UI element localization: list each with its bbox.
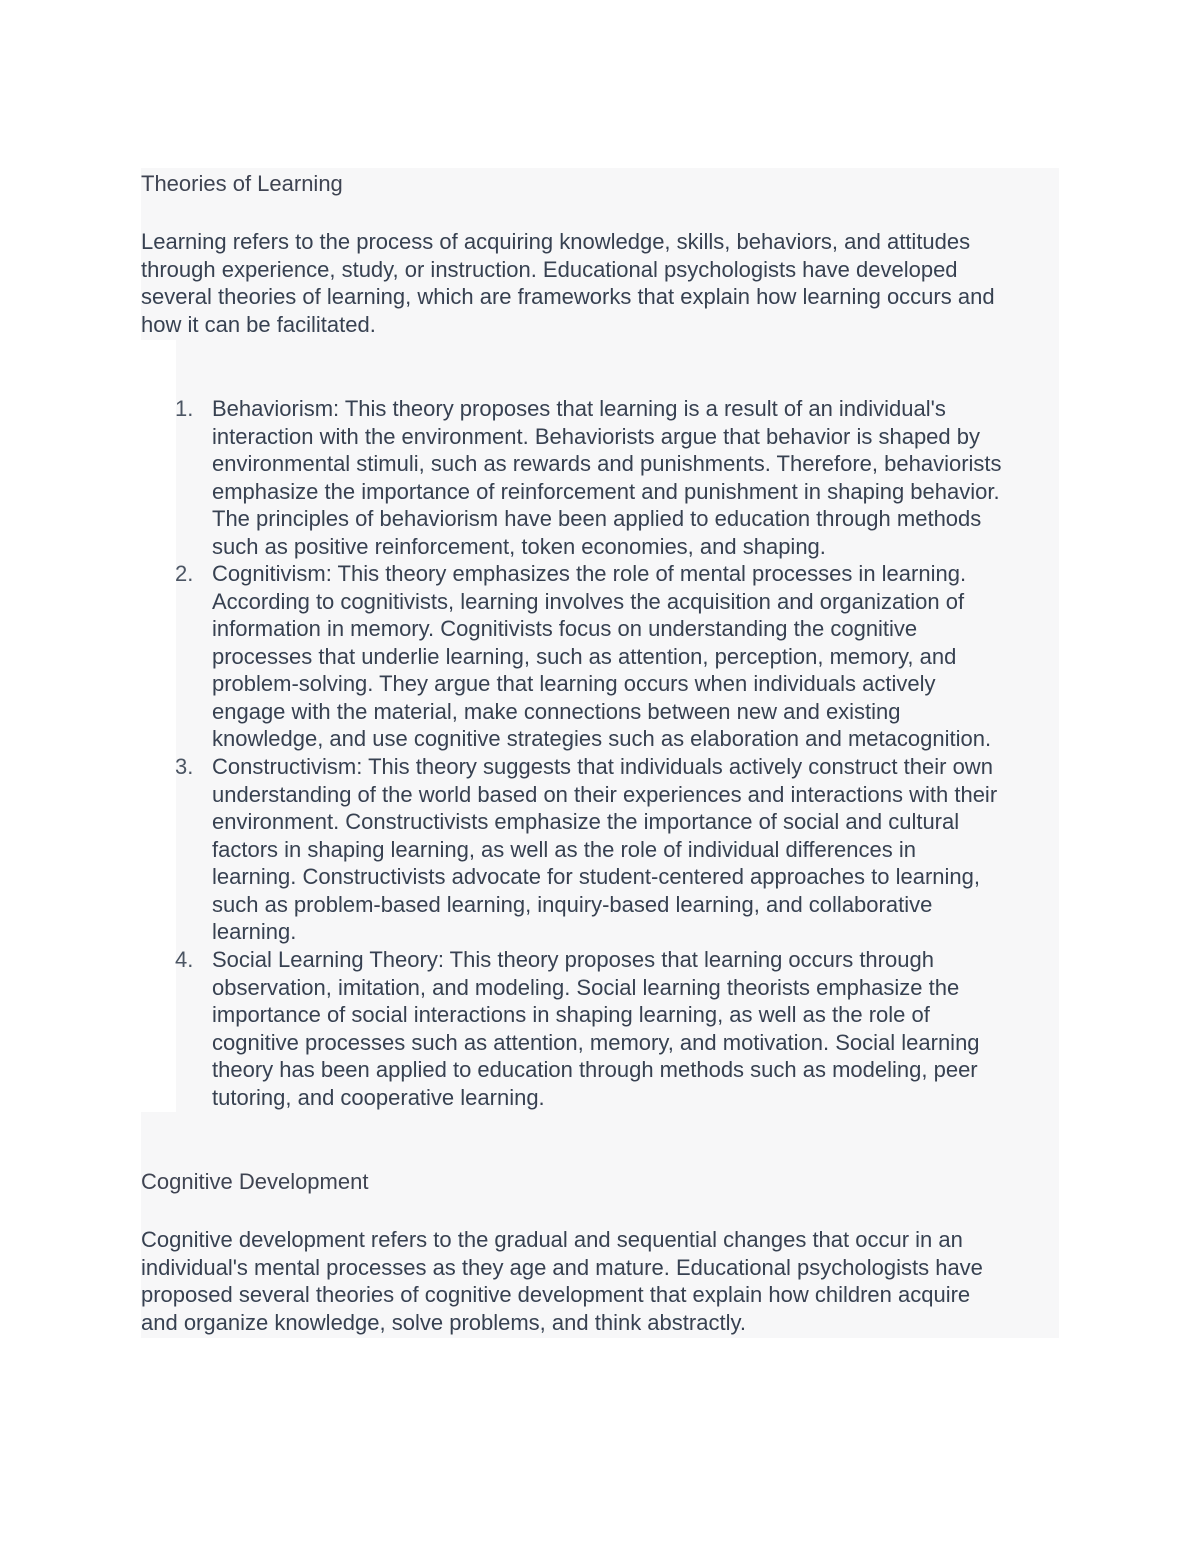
text-line: learning. Constructivists advocate for student-centered approaches to learning, (212, 864, 980, 889)
text-line: engage with the material, make connections between new and existing (212, 698, 901, 724)
text-line: importance of social interactions in shaping learning, as well as the role of (212, 1002, 930, 1027)
text-line: Social Learning Theory: This theory proposes that learning occurs through (212, 947, 934, 972)
text-line: factors in shaping learning, as well as the role of individual differences in (212, 836, 916, 862)
text-line: Cognitive development refers to the gradual and sequential changes that occur in an (141, 1227, 963, 1252)
text-line: information in memory. Cognitivists focus on understanding the cognitive (212, 616, 918, 641)
text-line: environment. Constructivists emphasize the importance of social and cultural (212, 809, 960, 834)
text-line: Learning refers to the process of acquiring knowledge, skills, behaviors, and attitudes (141, 229, 971, 254)
text-line: individual's mental processes as they age and mature. Educational psychologists have (141, 1254, 983, 1280)
text-line: through experience, study, or instruction. Educational psychologists have developed (141, 256, 958, 282)
theories-intro-paragraph (141, 228, 1059, 338)
text-line: and organize knowledge, solve problems, and think abstractly. (141, 1309, 746, 1335)
text-line: interaction with the environment. Behaviorists argue that behavior is shaped by (212, 423, 980, 449)
text-line: learning. (212, 919, 297, 944)
text-line: observation, imitation, and modeling. Social learning theorists emphasize the (212, 974, 960, 1000)
text-line: problem-solving. They argue that learning occurs when individuals actively (212, 671, 936, 696)
list-number: 3. (175, 754, 194, 779)
text-line: understanding of the world based on their experiences and interactions with their (212, 781, 998, 807)
text-line: how it can be facilitated. (141, 311, 376, 337)
text-line: cognitive processes such as attention, memory, and motivation. Social learning (212, 1029, 980, 1055)
list-number: 2. (175, 561, 194, 586)
text-line: Behaviorism: This theory proposes that learning is a result of an individual's (212, 396, 946, 421)
text-line: such as positive reinforcement, token economies, and shaping. (212, 533, 826, 559)
text-line: Constructivism: This theory suggests that individuals actively construct their own (212, 754, 993, 779)
text-line: proposed several theories of cognitive development that explain how children acquire (141, 1282, 971, 1307)
text-line: Cognitivism: This theory emphasizes the role of mental processes in learning. (212, 561, 967, 586)
list-number: 4. (175, 947, 194, 972)
text-line: theory has been applied to education through methods such as modeling, peer (212, 1057, 978, 1082)
list-number: 1. (175, 396, 194, 421)
section-heading-cognitive-development: Cognitive Development (141, 1169, 369, 1194)
list-item-text (212, 395, 1002, 560)
text-line: several theories of learning, which are frameworks that explain how learning occurs and (141, 284, 995, 309)
list-item-text (212, 946, 980, 1111)
list-item-text (212, 560, 991, 753)
cognitive-development-intro-paragraph (141, 1226, 1059, 1336)
text-line: According to cognitivists, learning involves the acquisition and organization of (212, 588, 965, 614)
list-item-text (212, 753, 997, 946)
text-line: such as problem-based learning, inquiry-based learning, and collaborative (212, 891, 933, 917)
text-line: emphasize the importance of reinforcement and punishment in shaping behavior. (212, 478, 1000, 504)
text-line: The principles of behaviorism have been applied to education through methods (212, 506, 982, 531)
section-heading-theories: Theories of Learning (141, 171, 343, 196)
text-line: environmental stimuli, such as rewards and punishments. Therefore, behaviorists (212, 451, 1002, 476)
text-line: tutoring, and cooperative learning. (212, 1084, 545, 1110)
text-line: processes that underlie learning, such as attention, perception, memory, and (212, 643, 957, 669)
text-line: knowledge, and use cognitive strategies such as elaboration and metacognition. (212, 726, 992, 751)
